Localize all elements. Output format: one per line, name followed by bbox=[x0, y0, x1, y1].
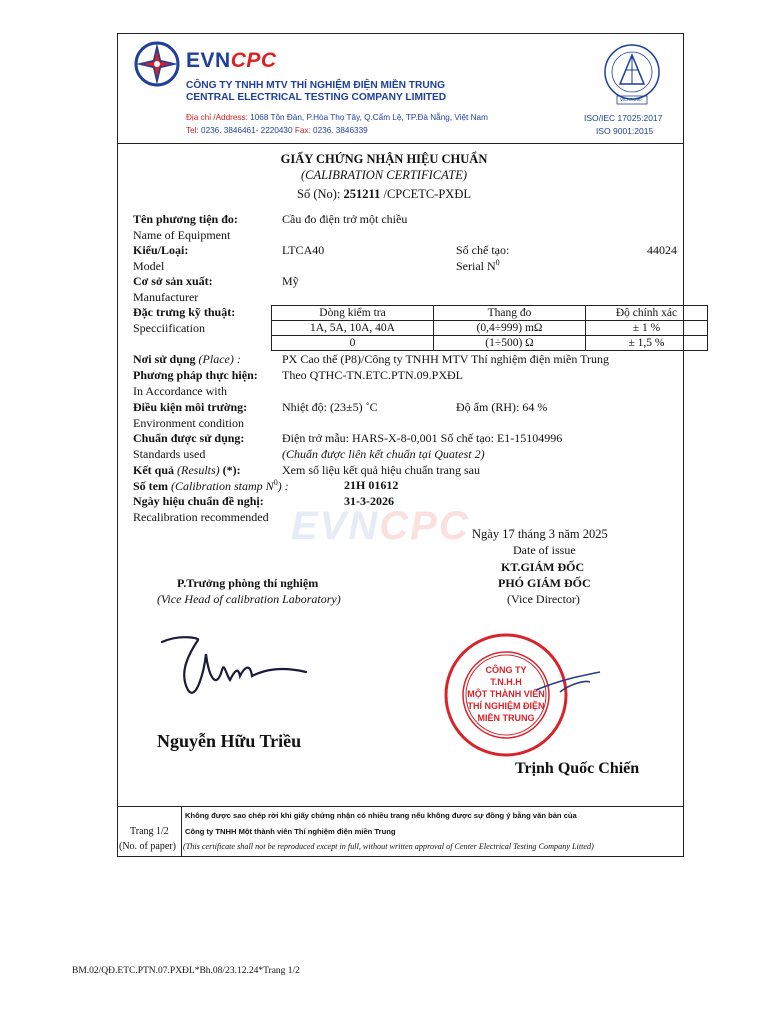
footer-notice-en: (This certificate shall not be reproduced except in full, without written approval of Center Electrical Testing Company Litted) bbox=[183, 842, 594, 851]
model-label-en: Model bbox=[133, 259, 165, 273]
brand-evn: EVN bbox=[186, 49, 231, 72]
result-mark: (*): bbox=[219, 463, 241, 477]
method-value: Theo QTHC-TN.ETC.PTN.09.PXĐL bbox=[282, 368, 463, 382]
equipment-label-en: Name of Equipment bbox=[133, 228, 231, 242]
spec-cell: (1÷500) Ω bbox=[434, 336, 586, 351]
result-value: Xem số liệu kết quả hiệu chuẩn trang sau bbox=[282, 463, 480, 477]
stamp-label-en: (Calibration stamp N bbox=[168, 479, 274, 493]
address-line bbox=[186, 113, 488, 122]
accreditation-code: VILAS 290 bbox=[620, 97, 642, 102]
model-value: LTCA40 bbox=[282, 243, 325, 257]
place-value: PX Cao thế (P8)/Công ty TNHH MTV Thí nghiệm điện miền Trung bbox=[282, 352, 610, 366]
evncpc-watermark bbox=[291, 504, 470, 549]
spec-label: Đặc trưng kỹ thuật: bbox=[133, 305, 236, 319]
lab-head-title-en: (Vice Head of calibration Laboratory) bbox=[157, 592, 341, 606]
stamp-sup: 0 bbox=[273, 478, 278, 487]
serial-value: 44024 bbox=[647, 243, 677, 257]
spec-cell: ± 1,5 % bbox=[586, 336, 708, 351]
manufacturer-value: Mỹ bbox=[282, 274, 299, 288]
tel-value: 0236. 3846461- 2220430 bbox=[198, 126, 295, 135]
seal-text bbox=[462, 664, 550, 724]
certificate-title: GIẤY CHỨNG NHẬN HIỆU CHUẨN bbox=[280, 152, 488, 166]
contact-line bbox=[186, 126, 368, 135]
number-prefix: Số (No): bbox=[297, 187, 344, 201]
footer-divider bbox=[117, 806, 684, 807]
company-name-en: CENTRAL ELECTRICAL TESTING COMPANY LIMITED bbox=[186, 92, 447, 103]
spec-header-range: Thang đo bbox=[434, 306, 586, 321]
tel-label: Tel: bbox=[186, 126, 199, 135]
spec-header-current: Dòng kiểm tra bbox=[272, 306, 434, 321]
equipment-label: Tên phương tiện đo: bbox=[133, 212, 238, 226]
header-divider bbox=[117, 143, 684, 144]
model-label: Kiểu/Loại: bbox=[133, 243, 189, 257]
stamp-number-value: 21H 01612 bbox=[344, 478, 399, 492]
result-label bbox=[133, 463, 241, 478]
spec-header-row bbox=[272, 306, 708, 321]
left-signer-name: Nguyễn Hữu Triều bbox=[157, 731, 302, 751]
place-label-en: (Place) : bbox=[195, 352, 241, 366]
table-row bbox=[272, 336, 708, 351]
recalibration-label: Ngày hiệu chuẩn đề nghị: bbox=[133, 494, 264, 508]
spec-cell: 0 bbox=[272, 336, 434, 351]
seal-line: MIỀN TRUNG bbox=[477, 713, 535, 723]
manufacturer-label-en: Manufacturer bbox=[133, 290, 199, 304]
serial-sup: 0 bbox=[495, 258, 500, 267]
result-label-en: (Results) bbox=[174, 463, 220, 477]
env-label: Điều kiện môi trường: bbox=[133, 400, 248, 414]
number-suffix: /CPCETC-PXĐL bbox=[380, 187, 471, 201]
brand-cpc: CPC bbox=[230, 49, 277, 72]
env-label-en: Environment condition bbox=[133, 416, 244, 430]
method-label-en: In Accordance with bbox=[133, 384, 227, 398]
deputy-director-title: PHÓ GIÁM ĐỐC bbox=[498, 576, 591, 590]
issue-date-en: Date of issue bbox=[513, 543, 576, 557]
address-value: 1068 Tôn Đản, P.Hòa Thọ Tây, Q.Cẩm Lệ, TP.Đà Nẵng, Việt Nam bbox=[247, 113, 488, 122]
evn-logo-icon bbox=[133, 40, 181, 88]
footer-column-divider bbox=[181, 806, 182, 857]
iso-17025: ISO/IEC 17025:2017 bbox=[584, 113, 663, 123]
spec-header-accuracy: Độ chính xác bbox=[586, 306, 708, 321]
deputy-director-title-en: (Vice Director) bbox=[507, 592, 580, 606]
result-label-vi: Kết quả bbox=[133, 463, 175, 477]
seal-line: T.N.H.H bbox=[490, 677, 522, 687]
brand-logo-text bbox=[186, 49, 277, 73]
recalibration-value: 31-3-2026 bbox=[344, 494, 394, 508]
standards-value: Điện trở mẫu: HARS-X-8-0,001 Số chế tạo: E1-15104996 bbox=[282, 431, 563, 445]
lab-head-title: P.Trưởng phòng thí nghiệm bbox=[177, 576, 319, 590]
standards-label-en: Standards used bbox=[133, 447, 206, 461]
serial-label: Số chế tạo: bbox=[456, 243, 510, 257]
stamp-number-label bbox=[133, 478, 289, 494]
spec-cell: ± 1 % bbox=[586, 321, 708, 336]
spec-label-en: Specciification bbox=[133, 321, 205, 335]
spec-cell: (0,4÷999) mΩ bbox=[434, 321, 586, 336]
table-row bbox=[272, 321, 708, 336]
left-signature-icon bbox=[160, 632, 310, 707]
page-number: Trang 1/2 bbox=[130, 826, 169, 837]
spec-cell: 1A, 5A, 10A, 40A bbox=[272, 321, 434, 336]
company-name-vi: CÔNG TY TNHH MTV THÍ NGHIỆM ĐIỆN MIỀN TRUNG bbox=[186, 80, 446, 91]
seal-line: CÔNG TY bbox=[485, 665, 527, 675]
spec-table bbox=[271, 305, 708, 351]
serial-en-text: Serial N bbox=[456, 259, 496, 273]
manufacturer-label: Cơ sở sản xuất: bbox=[133, 274, 213, 288]
standards-label: Chuẩn được sử dụng: bbox=[133, 431, 245, 445]
watermark-evn: EVN bbox=[291, 504, 380, 548]
equipment-value: Cầu đo điện trở một chiều bbox=[282, 212, 408, 226]
watermark-cpc: CPC bbox=[379, 504, 470, 548]
stamp-label-vi: Số tem bbox=[133, 479, 168, 493]
fax-label: Fax: bbox=[294, 126, 311, 135]
recalibration-label-en: Recalibration recommended bbox=[133, 510, 269, 524]
iso-9001: ISO 9001:2015 bbox=[596, 126, 654, 136]
issue-date: Ngày 17 tháng 3 năm 2025 bbox=[472, 527, 608, 541]
address-label: Địa chỉ /Address: bbox=[186, 113, 248, 122]
number-value: 251211 bbox=[343, 187, 381, 201]
kt-director-title: KT.GIÁM ĐỐC bbox=[501, 560, 585, 574]
right-signer-name: Trịnh Quốc Chiến bbox=[515, 760, 640, 777]
standards-note: (Chuẩn được liên kết chuẩn tại Quatest 2) bbox=[282, 447, 485, 461]
certificate-title-en: (CALIBRATION CERTIFICATE) bbox=[300, 168, 468, 182]
fax-value: 0236. 3846339 bbox=[310, 126, 368, 135]
footer-notice-line2: Công ty TNHH Một thành viên Thí nghiệm điện miền Trung bbox=[185, 827, 396, 836]
seal-line: THÍ NGHIỆM ĐIỆN bbox=[467, 701, 545, 711]
place-label bbox=[133, 352, 241, 367]
place-label-vi: Nơi sử dụng bbox=[133, 352, 196, 366]
page-number-en: (No. of paper) bbox=[119, 841, 176, 852]
certificate-number bbox=[0, 187, 768, 202]
env-temperature: Nhiệt độ: (23±5) ˚C bbox=[282, 400, 378, 414]
method-label: Phương pháp thực hiện: bbox=[133, 368, 258, 382]
footer-notice-line1: Không được sao chép rời khi giấy chứng nhận có nhiều trang nếu không được sự đồng ý bằng văn bản của bbox=[185, 811, 577, 820]
document-code: BM.02/QĐ.ETC.PTN.07.PXĐL*Bh.08/23.12.24*Trang 1/2 bbox=[72, 966, 300, 976]
serial-label-en bbox=[456, 258, 500, 274]
stamp-label-end: ) : bbox=[277, 479, 289, 493]
env-humidity: Độ ẩm (RH): 64 % bbox=[456, 400, 548, 414]
seal-line: MỘT THÀNH VIÊN bbox=[467, 689, 545, 699]
